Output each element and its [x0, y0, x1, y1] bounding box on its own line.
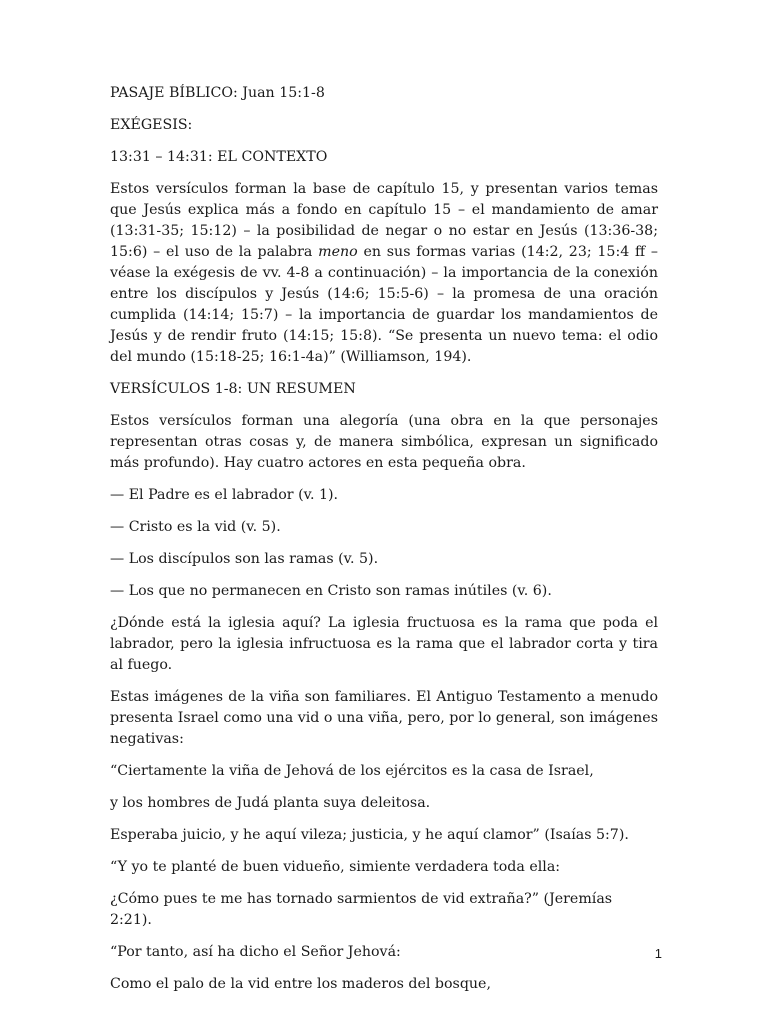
context-text-after: en sus formas varias (14:2, 23; 15:4 ff – véase la exégesis de vv. 4-8 a continuación) – la importancia de la conexión entre los discípulos y Jesús (14:6; 15:5-6) – la promesa de una oración cumplida (14:14; 15:7) – la importancia de guardar los mandamientos de Jesús y de rendir fruto (14:15; 15:8). “Se presenta un nuevo tema: el odio del mundo (15:18-25; 16:1-4a)” (Williamson, 194).: [110, 244, 658, 365]
actor-item: — El Padre es el labrador (v. 1).: [110, 487, 339, 503]
quote-line: ¿Cómo pues te me has tornado sarmientos de vid extraña?” (Jeremías 2:21).: [110, 891, 613, 928]
summary-paragraph: Estos versículos forman una alegoría (una obra en la que personajes representan otras cosas y, de manera simbólica, expresan un significado más profundo). Hay cuatro actores en esta pequeña obra.: [110, 413, 658, 471]
context-heading: 13:31 – 14:31: EL CONTEXTO: [110, 149, 328, 165]
context-text-before: Estos versículos forman la base de capítulo 15, y presentan varios temas que Jesús explica más a fondo en capítulo 15 – el mandamiento de amar (13:31-35; 15:12) – la posibilidad de negar o no estar en Jesús (13:36-38; 15:6) – el uso de la palabra: [110, 181, 658, 260]
quote-line: Esperaba juicio, y he aquí vileza; justicia, y he aquí clamor” (Isaías 5:7).: [110, 827, 629, 843]
quote-line: “Ciertamente la viña de Jehová de los ejércitos es la casa de Israel,: [110, 763, 594, 779]
page-number: 1: [654, 946, 662, 961]
section-heading-exegesis: EXÉGESIS:: [110, 117, 193, 133]
context-paragraph: [110, 179, 658, 368]
quote-line: “Y yo te planté de buen vidueño, simiente verdadera toda ella:: [110, 859, 561, 875]
actor-item: — Los que no permanecen en Cristo son ramas inútiles (v. 6).: [110, 583, 552, 599]
summary-heading: VERSÍCULOS 1-8: UN RESUMEN: [110, 381, 356, 397]
actor-item: — Cristo es la vid (v. 5).: [110, 519, 281, 535]
quote-line: y los hombres de Judá planta suya deleitosa.: [110, 795, 431, 811]
vineyard-paragraph: Estas imágenes de la viña son familiares. El Antiguo Testamento a menudo presenta Israel como una vid o una viña, pero, por lo general, son imágenes negativas:: [110, 689, 658, 747]
actor-item: — Los discípulos son las ramas (v. 5).: [110, 551, 379, 567]
context-text-italic: meno: [318, 244, 358, 260]
quote-line: “Por tanto, así ha dicho el Señor Jehová:: [110, 944, 401, 960]
quote-line: Como el palo de la vid entre los maderos del bosque,: [110, 976, 491, 992]
document-page: [110, 83, 658, 1006]
church-paragraph: ¿Dónde está la iglesia aquí? La iglesia fructuosa es la rama que poda el labrador, pero la iglesia infructuosa es la rama que el labrador corta y tira al fuego.: [110, 615, 658, 673]
document-title: PASAJE BÍBLICO: Juan 15:1-8: [110, 85, 325, 101]
